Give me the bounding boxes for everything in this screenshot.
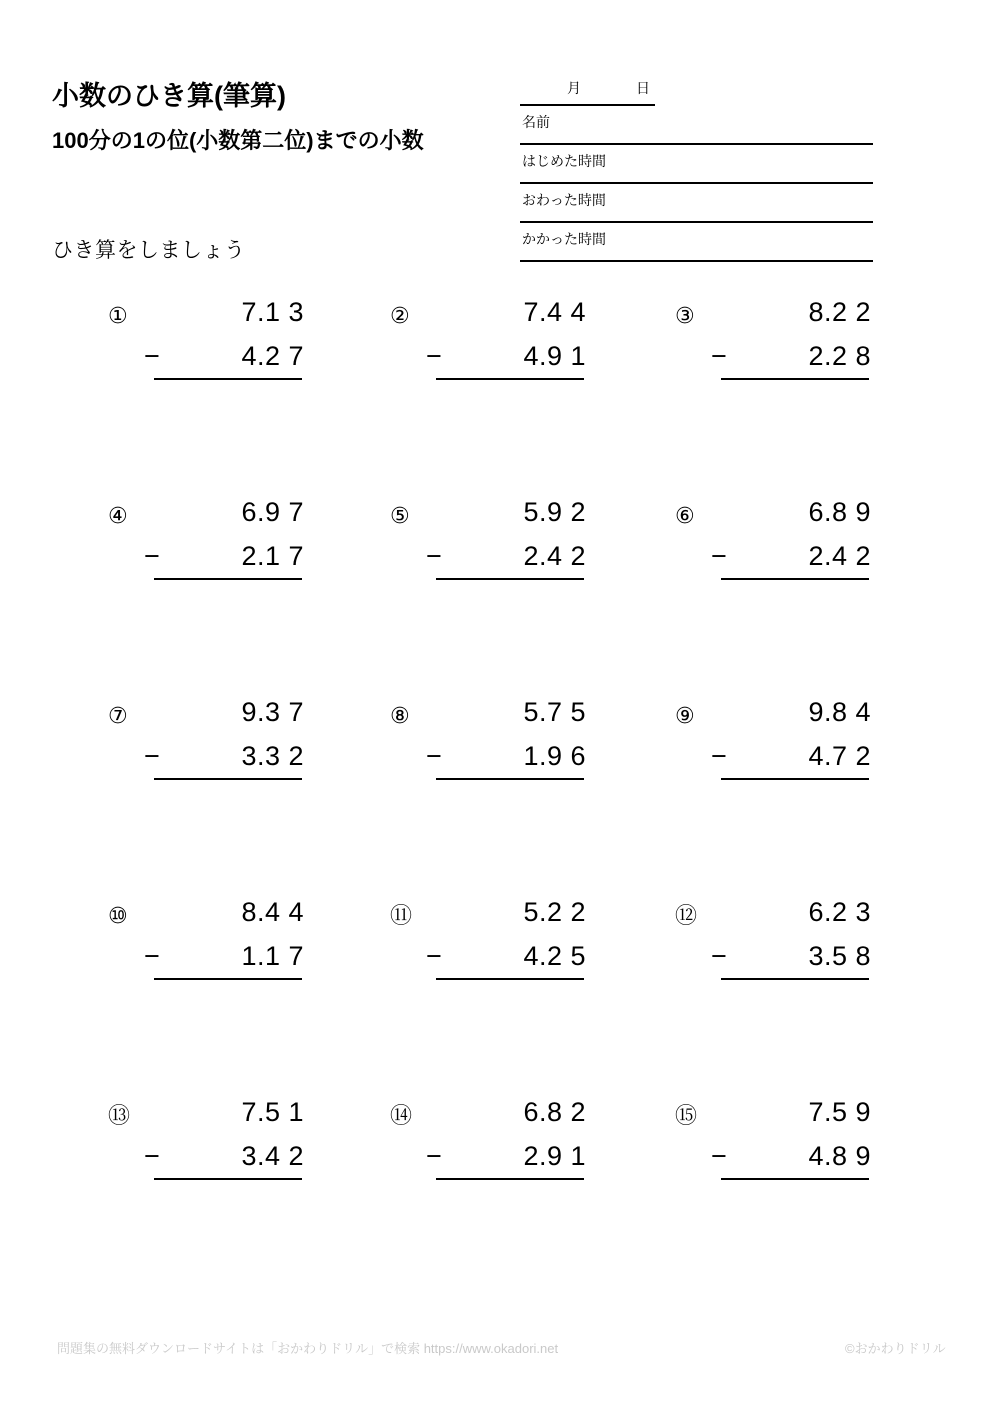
minus-operator: − <box>426 941 443 971</box>
subtrahend-value: 3.3 2 <box>241 741 304 771</box>
problem-calculation <box>705 1090 877 1180</box>
problem-calculation <box>420 290 592 380</box>
name-row[interactable] <box>520 106 873 145</box>
minuend-value: 6.8 2 <box>523 1097 586 1127</box>
start-time-label: はじめた時間 <box>522 153 606 169</box>
problem-calculation <box>705 290 877 380</box>
problem-item[interactable] <box>675 1090 965 1210</box>
start-time-row[interactable] <box>520 145 873 184</box>
name-label: 名前 <box>522 114 550 130</box>
problem-calculation <box>138 290 310 380</box>
subtrahend-line <box>420 1134 592 1178</box>
problem-grid <box>0 290 1000 1290</box>
subtrahend-value: 2.1 7 <box>241 541 304 571</box>
minuend-value: 6.9 7 <box>241 497 304 527</box>
instruction-text: ひき算をしましょう <box>52 239 246 262</box>
page-subtitle: 100分の1の位(小数第二位)までの小数 <box>52 128 424 153</box>
answer-rule <box>436 378 584 380</box>
subtrahend-line <box>420 734 592 778</box>
answer-rule <box>154 578 302 580</box>
minuend-value: 9.3 7 <box>241 697 304 727</box>
answer-rule <box>436 1178 584 1180</box>
minus-operator: − <box>144 1141 161 1171</box>
minus-operator: − <box>426 541 443 571</box>
minuend-value: 7.4 4 <box>523 297 586 327</box>
footer-promo-text: 問題集の無料ダウンロードサイトは「おかわりドリル」で検索 https://www.okadori.net <box>57 1341 559 1356</box>
problem-row <box>0 890 1000 1090</box>
minus-operator: − <box>144 541 161 571</box>
answer-rule <box>721 1178 869 1180</box>
subtrahend-value: 4.2 7 <box>241 341 304 371</box>
answer-rule <box>721 578 869 580</box>
problem-item[interactable] <box>390 890 680 1010</box>
worksheet-header <box>0 0 1000 290</box>
problem-number: ⑮ <box>675 1104 698 1129</box>
problem-calculation <box>138 1090 310 1180</box>
minuend-value: 5.7 5 <box>523 697 586 727</box>
minus-operator: − <box>426 341 443 371</box>
problem-calculation <box>420 690 592 780</box>
problem-calculation <box>138 690 310 780</box>
minus-operator: − <box>144 341 161 371</box>
minuend-value: 5.2 2 <box>523 897 586 927</box>
subtrahend-line <box>138 934 310 978</box>
problem-item[interactable] <box>675 690 965 810</box>
problem-item[interactable] <box>675 490 965 610</box>
minuend-value: 7.5 1 <box>241 1097 304 1127</box>
problem-number: ⑧ <box>390 704 410 729</box>
subtrahend-value: 1.1 7 <box>241 941 304 971</box>
answer-rule <box>154 778 302 780</box>
subtrahend-value: 4.7 2 <box>808 741 871 771</box>
minus-operator: − <box>711 341 728 371</box>
subtrahend-value: 3.4 2 <box>241 1141 304 1171</box>
subtrahend-line <box>138 534 310 578</box>
minus-operator: − <box>426 1141 443 1171</box>
page-title: 小数のひき算(筆算) <box>52 81 286 111</box>
minuend-value: 5.9 2 <box>523 497 586 527</box>
problem-item[interactable] <box>390 290 680 410</box>
subtrahend-value: 4.2 5 <box>523 941 586 971</box>
date-row <box>520 76 873 104</box>
answer-rule <box>154 1178 302 1180</box>
minuend-value: 6.2 3 <box>808 897 871 927</box>
subtrahend-value: 3.5 8 <box>808 941 871 971</box>
answer-rule <box>721 778 869 780</box>
subtrahend-line <box>420 334 592 378</box>
student-info-form <box>520 76 873 262</box>
minus-operator: − <box>711 541 728 571</box>
problem-item[interactable] <box>108 490 398 610</box>
minuend-value: 7.1 3 <box>241 297 304 327</box>
problem-item[interactable] <box>108 690 398 810</box>
problem-number: ⑦ <box>108 704 128 729</box>
problem-item[interactable] <box>108 1090 398 1210</box>
problem-item[interactable] <box>108 290 398 410</box>
minuend-value: 6.8 9 <box>808 497 871 527</box>
subtrahend-line <box>705 334 877 378</box>
subtrahend-line <box>705 1134 877 1178</box>
problem-number: ⑭ <box>390 1104 413 1129</box>
problem-item[interactable] <box>675 890 965 1010</box>
subtrahend-line <box>138 334 310 378</box>
answer-rule <box>154 378 302 380</box>
subtrahend-line <box>138 1134 310 1178</box>
minuend-value: 8.4 4 <box>241 897 304 927</box>
problem-item[interactable] <box>675 290 965 410</box>
answer-rule <box>721 378 869 380</box>
answer-rule <box>154 978 302 980</box>
elapsed-time-row[interactable] <box>520 223 873 262</box>
subtrahend-value: 4.9 1 <box>523 341 586 371</box>
problem-number: ① <box>108 304 128 329</box>
problem-number: ⑬ <box>108 1104 131 1129</box>
problem-number: ③ <box>675 304 695 329</box>
problem-item[interactable] <box>390 690 680 810</box>
problem-item[interactable] <box>390 490 680 610</box>
problem-calculation <box>138 890 310 980</box>
problem-row <box>0 1090 1000 1290</box>
problem-number: ⑤ <box>390 504 410 529</box>
answer-rule <box>436 778 584 780</box>
problem-number: ⑩ <box>108 904 128 929</box>
problem-calculation <box>705 690 877 780</box>
problem-number: ⑫ <box>675 904 698 929</box>
problem-item[interactable] <box>108 890 398 1010</box>
subtrahend-line <box>420 934 592 978</box>
problem-row <box>0 290 1000 490</box>
problem-calculation <box>138 490 310 580</box>
subtrahend-line <box>705 734 877 778</box>
minus-operator: − <box>426 741 443 771</box>
subtrahend-value: 2.2 8 <box>808 341 871 371</box>
minus-operator: − <box>711 941 728 971</box>
problem-number: ⑪ <box>390 904 413 929</box>
problem-number: ⑨ <box>675 704 695 729</box>
elapsed-time-rule <box>520 260 873 262</box>
problem-item[interactable] <box>390 1090 680 1210</box>
minus-operator: − <box>711 1141 728 1171</box>
problem-calculation <box>705 890 877 980</box>
minuend-value: 8.2 2 <box>808 297 871 327</box>
minus-operator: − <box>144 941 161 971</box>
answer-rule <box>721 978 869 980</box>
end-time-row[interactable] <box>520 184 873 223</box>
problem-number: ⑥ <box>675 504 695 529</box>
minus-operator: − <box>711 741 728 771</box>
subtrahend-value: 2.4 2 <box>523 541 586 571</box>
problem-calculation <box>420 890 592 980</box>
subtrahend-value: 2.4 2 <box>808 541 871 571</box>
problem-row <box>0 490 1000 690</box>
page-footer <box>0 1338 1000 1378</box>
problem-number: ② <box>390 304 410 329</box>
subtrahend-value: 1.9 6 <box>523 741 586 771</box>
minuend-value: 7.5 9 <box>808 1097 871 1127</box>
subtrahend-line <box>138 734 310 778</box>
subtrahend-value: 4.8 9 <box>808 1141 871 1171</box>
minus-operator: − <box>144 741 161 771</box>
answer-rule <box>436 578 584 580</box>
problem-row <box>0 690 1000 890</box>
footer-copyright: ©おかわりドリル <box>845 1341 946 1356</box>
elapsed-time-label: かかった時間 <box>522 231 606 247</box>
end-time-label: おわった時間 <box>522 192 606 208</box>
problem-calculation <box>420 490 592 580</box>
month-label: 月 <box>567 80 581 96</box>
problem-calculation <box>705 490 877 580</box>
minuend-value: 9.8 4 <box>808 697 871 727</box>
subtrahend-line <box>420 534 592 578</box>
problem-calculation <box>420 1090 592 1180</box>
day-label: 日 <box>636 80 650 96</box>
subtrahend-line <box>705 934 877 978</box>
subtrahend-line <box>705 534 877 578</box>
subtrahend-value: 2.9 1 <box>523 1141 586 1171</box>
problem-number: ④ <box>108 504 128 529</box>
answer-rule <box>436 978 584 980</box>
